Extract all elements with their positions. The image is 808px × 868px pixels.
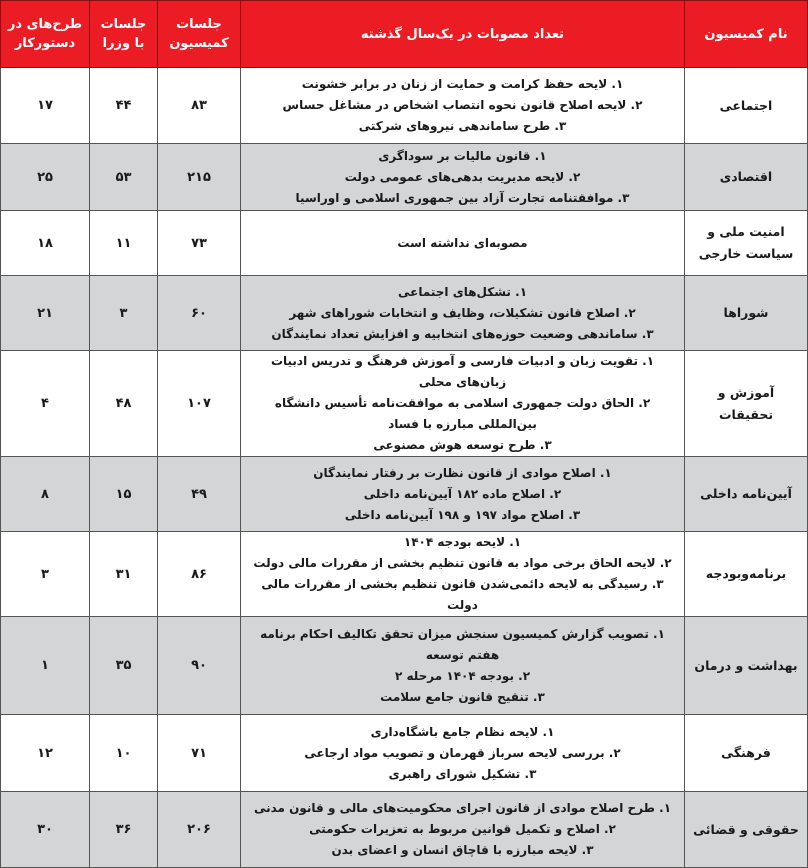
approval-item: ۲. لایحه الحاق برخی مواد به قانون تنظیم بخشی از مقررات مالی دولت: [253, 556, 672, 570]
table-row: [1, 144, 808, 211]
commission-sessions: ۶۰: [158, 276, 241, 351]
approvals-list: [241, 144, 685, 211]
approval-item: ۲. بودجه ۱۴۰۴ مرحله ۲: [394, 668, 531, 683]
approval-item: ۱. طرح اصلاح موادی از قانون اجرای محکومیت‌های مالی و قانون مدنی: [253, 801, 672, 815]
approval-item: ۱. لایحه بودجه ۱۴۰۴: [403, 535, 522, 549]
agenda-plans: ۸: [1, 457, 90, 532]
approval-item: ۳. رسیدگی به لایحه دائمی‌شدن قانون تنظیم بخشی از مقررات مالی دولت: [261, 577, 664, 612]
approvals-list: [241, 532, 685, 617]
agenda-plans: ۱۷: [1, 68, 90, 144]
agenda-plans: ۱۸: [1, 211, 90, 276]
minister-sessions: ۱۵: [90, 457, 158, 532]
commission-sessions: ۲۱۵: [158, 144, 241, 211]
table-row: [1, 276, 808, 351]
minister-sessions: ۳: [90, 276, 158, 351]
minister-sessions: ۳۶: [90, 792, 158, 868]
approval-item: ۳. موافقتنامه تجارت آزاد بین جمهوری اسلامی و اوراسیا: [295, 190, 630, 205]
header-approvals: تعداد مصوبات در یک‌سال گذشته: [241, 1, 685, 68]
approval-item: ۲. اصلاح ماده ۱۸۲ آیین‌نامه داخلی: [363, 486, 562, 501]
approval-item: ۱. لایحه حفظ کرامت و حمایت از زنان در برابر خشونت: [301, 77, 624, 91]
approval-item: ۳. تشکیل شورای راهبری: [388, 766, 537, 781]
commission-sessions: ۷۱: [158, 715, 241, 792]
commission-sessions: ۲۰۶: [158, 792, 241, 868]
commission-name: امنیت ملی و سیاست خارجی: [685, 211, 808, 276]
minister-sessions: ۳۱: [90, 532, 158, 617]
commission-name: آیین‌نامه داخلی: [685, 457, 808, 532]
approval-item: ۲. اصلاح و تکمیل قوانین مربوط به تعزیرات حکومتی: [309, 822, 616, 836]
agenda-plans: ۴: [1, 351, 90, 457]
commission-sessions: ۷۳: [158, 211, 241, 276]
agenda-plans: ۱: [1, 617, 90, 715]
approvals-list: [241, 276, 685, 351]
commission-sessions: ۸۳: [158, 68, 241, 144]
approval-item: ۳. طرح توسعه هوش مصنوعی: [373, 438, 552, 452]
agenda-plans: ۳۰: [1, 792, 90, 868]
table-row: [1, 351, 808, 457]
approval-item: ۲. الحاق دولت جمهوری اسلامی به موافقت‌نامه تأسیس دانشگاه بین‌المللی مبارزه با فساد: [274, 396, 651, 431]
approval-item: ۱. لایحه نظام جامع باشگاه‌داری: [370, 724, 555, 739]
approval-item: ۳. اصلاح مواد ۱۹۷ و ۱۹۸ آیین‌نامه داخلی: [344, 507, 581, 522]
minister-sessions: ۵۳: [90, 144, 158, 211]
approval-item: ۱. تصویب گزارش کمیسیون سنجش میزان تحقق تکالیف احکام برنامه هفتم توسعه: [260, 626, 665, 662]
approval-item: ۲. لایحه مدیریت بدهی‌های عمومی دولت: [344, 169, 581, 184]
approval-item: ۳. تنقیح قانون جامع سلامت: [380, 689, 545, 704]
approval-item: ۲. لایحه اصلاح قانون نحوه انتصاب اشخاص در مشاغل حساس: [282, 98, 643, 112]
agenda-plans: ۲۱: [1, 276, 90, 351]
minister-sessions: ۳۵: [90, 617, 158, 715]
header-commission-name: نام کمیسیون: [685, 1, 808, 68]
commission-name: اجتماعی: [685, 68, 808, 144]
table-row: [1, 617, 808, 715]
header-agenda-plans: طرح‌های در دستورکار: [1, 1, 90, 68]
approvals-list: [241, 792, 685, 868]
commission-sessions: ۸۶: [158, 532, 241, 617]
approval-item: ۱. قانون مالیات بر سوداگری: [378, 148, 547, 163]
commission-name: برنامه‌وبودجه: [685, 532, 808, 617]
table-row: [1, 792, 808, 868]
approval-item: ۱. تقویت زبان و ادبیات فارسی و آموزش فرهنگ و تدریس ادبیات زبان‌های محلی: [270, 354, 655, 389]
table-header-row: [1, 1, 808, 68]
commission-name: فرهنگی: [685, 715, 808, 792]
table-row: [1, 457, 808, 532]
commission-name: آموزش و تحقیقات: [685, 351, 808, 457]
commission-name: شوراها: [685, 276, 808, 351]
approval-item: ۳. ساماندهی وضعیت حوزه‌های انتخابیه و افزایش تعداد نمایندگان: [271, 326, 654, 341]
table-row: [1, 715, 808, 792]
approval-item: ۱. تشکل‌های اجتماعی: [397, 284, 528, 299]
approvals-list: [241, 617, 685, 715]
table-body: [1, 68, 808, 868]
approvals-list: [241, 715, 685, 792]
approvals-list: [241, 211, 685, 276]
table-row: [1, 211, 808, 276]
agenda-plans: ۲۵: [1, 144, 90, 211]
minister-sessions: ۴۸: [90, 351, 158, 457]
minister-sessions: ۱۱: [90, 211, 158, 276]
approvals-list: [241, 68, 685, 144]
agenda-plans: ۱۲: [1, 715, 90, 792]
commission-name: بهداشت و درمان: [685, 617, 808, 715]
header-minister-sessions: جلسات با وزرا: [90, 1, 158, 68]
commission-sessions: ۹۰: [158, 617, 241, 715]
agenda-plans: ۳: [1, 532, 90, 617]
commission-sessions: ۱۰۷: [158, 351, 241, 457]
table-row: [1, 68, 808, 144]
approvals-list: [241, 457, 685, 532]
approval-item: ۲. اصلاح قانون تشکیلات، وظایف و انتخابات شوراهای شهر: [289, 305, 636, 320]
approvals-list: [241, 351, 685, 457]
commission-name: حقوقی و قضائی: [685, 792, 808, 868]
table-row: [1, 532, 808, 617]
header-commission-sessions: جلسات کمیسیون: [158, 1, 241, 68]
approval-item: ۳. طرح ساماندهی نیروهای شرکتی: [358, 119, 567, 133]
approval-item: ۱. اصلاح موادی از قانون نظارت بر رفتار نمایندگان: [313, 465, 612, 480]
minister-sessions: ۴۴: [90, 68, 158, 144]
approval-item: ۲. بررسی لایحه سرباز قهرمان و تصویب مواد ارجاعی: [304, 745, 621, 760]
approval-item: مصوبه‌ای نداشته است: [397, 235, 528, 250]
approval-item: ۳. لایحه مبارزه با قاچاق انسان و اعضای بدن: [331, 843, 594, 857]
commission-sessions: ۴۹: [158, 457, 241, 532]
minister-sessions: ۱۰: [90, 715, 158, 792]
commission-name: اقتصادی: [685, 144, 808, 211]
